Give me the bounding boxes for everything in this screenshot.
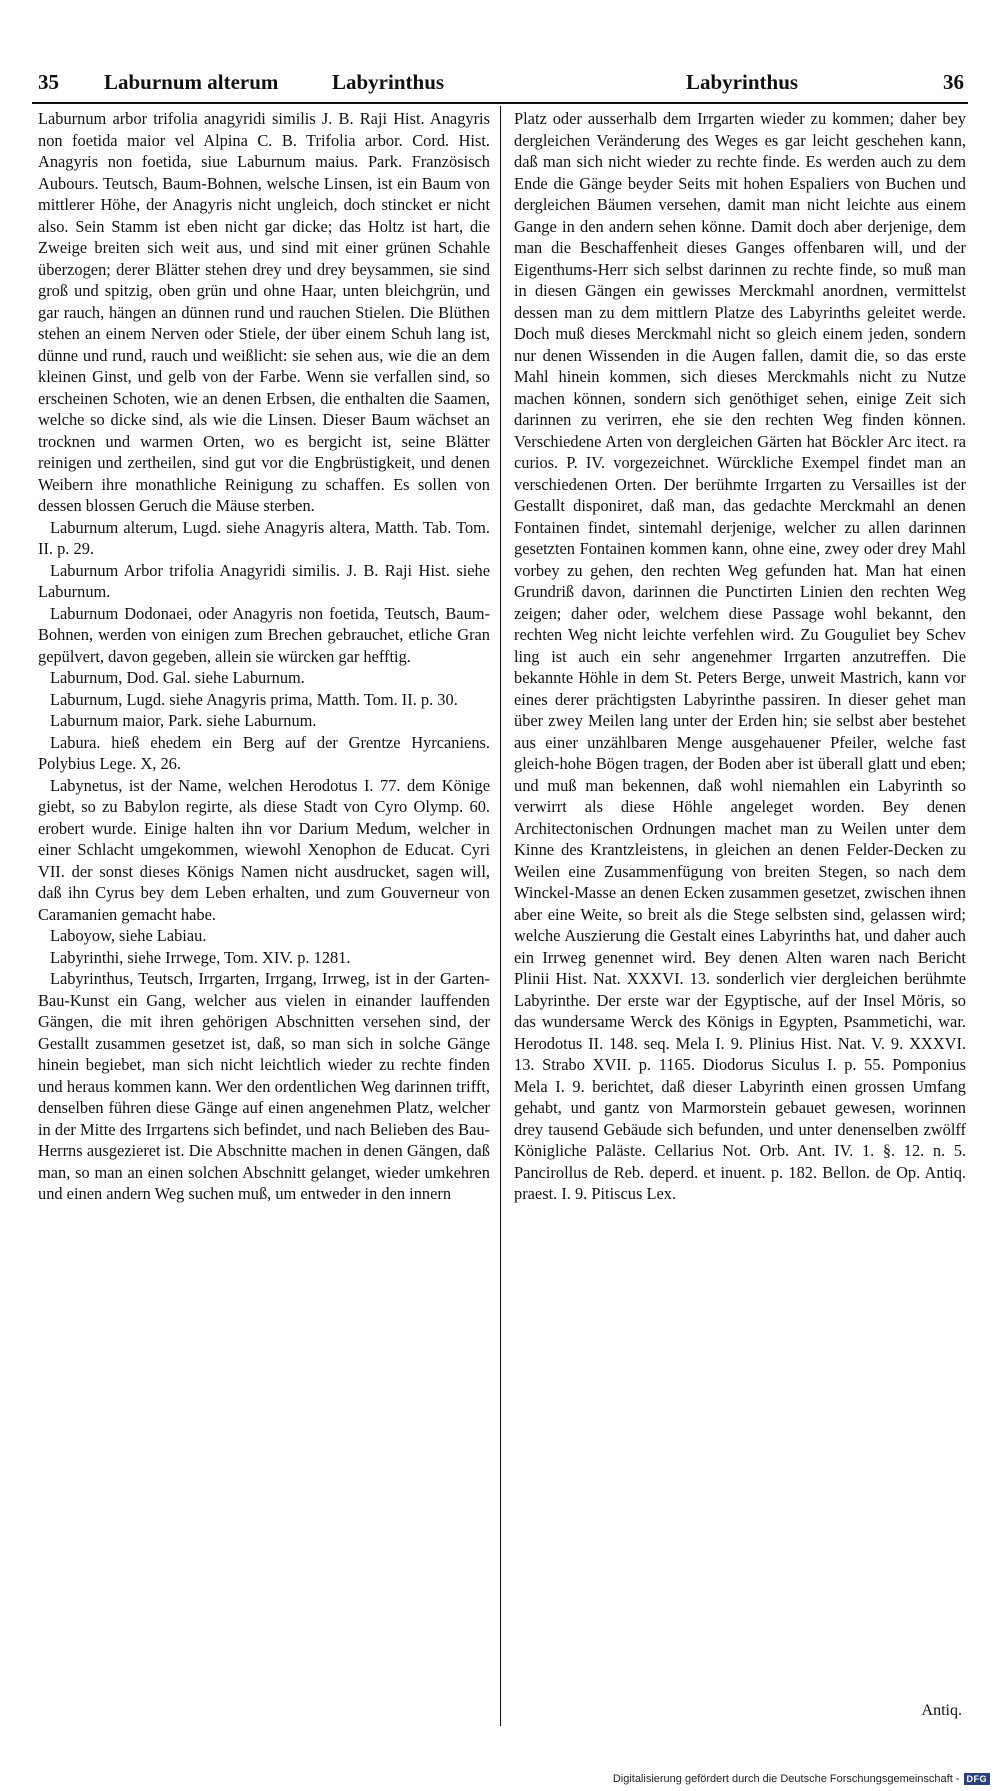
paragraph: Laburnum arbor trifolia anagyridi similis J. B. Raji Hist. Anagyris non foetida maior vel Alpina C. B. Trifolia arbor. Cord. Hist. Anagyris non foetida, siue Laburnum maius. Park. Französisch Aubours. Teutsch, Baum-Bohnen, welsche Linsen, ist ein Baum von mittlerer Höhe, der Anagyris nicht ungleich, doch stincket er nicht also. Sein Stamm ist eben nicht gar dicke; das Holtz ist hart, die Zweige breiten sich weit aus, und sind mit einer grünen Schahle überzogen; derer Blätter stehen drey und drey beysammen, sie sind groß und spitzig, oben grün und ohne Haar, unten bleichgrün, und gar rauch, hängen an dünnen rund und rauchen Stielen. Die Blüthen stehen an einem Nerven oder Stiele, der über einem Schuh lang ist, dünne und rund, rauch und weißlicht: sie sehen aus, wie die an dem kleinen Ginst, und gelb von der Farbe. Wenn sie verfallen sind, so erscheinen Schoten, wie an denen Erbsen, die enthalten die Saamen, welche so dicke sind, als wie die Linsen. Dieser Baum wächset an trocknen und warmen Orten, wo es bergicht ist, seine Blätter reinigen und zertheilen, sind gut vor die Engbrüstigkeit, und denen Weibern ihre monathliche Reinigung zu schaffen. Es sollen von dessen blossen Geruch die Mäuse sterben. — [38, 109, 490, 515]
left-column-number: 35 — [38, 70, 59, 94]
paragraph: Labura. hieß ehedem ein Berg auf der Grentze Hyrcaniens. Polybius Lege. X, 26. — [38, 732, 490, 773]
paragraph: Laburnum Dodonaei, oder Anagyris non foetida, Teutsch, Baum-Bohnen, werden von einigen zum Brechen gebrauchet, etliche Gran gepülvert, davon gegeben, allein sie würcken gar hefftig. — [38, 603, 490, 666]
paragraph: Laburnum alterum, Lugd. siehe Anagyris altera, Matth. Tab. Tom. II. p. 29. — [38, 517, 490, 558]
paragraph: Laburnum Arbor trifolia Anagyridi similis. J. B. Raji Hist. siehe Laburnum. — [38, 560, 490, 601]
footer-credit: Digitalisierung gefördert durch die Deutsche Forschungsgemeinschaft - — [612, 1773, 960, 1785]
right-keyword: Labyrinthus — [686, 70, 799, 94]
running-header — [32, 62, 968, 104]
paragraph: Labyrinthus, Teutsch, Irrgarten, Irrgang, Irrweg, ist in der Garten-Bau-Kunst ein Gang, welcher aus vielen in einander lauffenden Gängen, die mit ihren gehörigen Abschnitten versehen sind, der Gestallt zusammen gesetzet ist, daß, so man sich in solche Gänge hinein begiebet, man sich nicht leichtlich wieder zu rechte finden und heraus kommen kann. Wer den ordentlichen Weg darinnen trifft, denselben führen diese Gänge auf einen angenehmen Platz, welcher in der Mitte des Irrgartens sich befindet, und nach Belieben des Bau-Herrns ausgezieret ist. Die Abschnitte machen in denen Gängen, daß man, so man an einen solchen Abschnitt gelanget, wieder umkehren und einen andern Weg suchen muß, um entweder in den innern — [38, 969, 490, 1203]
right-column-number: 36 — [943, 70, 964, 94]
right-text-column — [514, 108, 966, 1708]
digitization-footer — [613, 1773, 990, 1785]
left-keyword-second: Labyrinthus — [332, 70, 445, 94]
left-keyword-first: Laburnum alterum — [104, 70, 279, 94]
paragraph: Platz oder ausserhalb dem Irrgarten wieder zu kommen; daher bey dergleichen Veränderung des Weges es gar leicht geschehen kann, daß man sich nicht wieder zu rechte finde. Es werden auch zu dem Ende die Gänge beyder Seits mit hohen Espaliers von Buchen und dergleichen Bäumen versehen, damit man nicht leichte aus einem Gange in den andern sehen könne. Damit doch aber derjenige, dem man die Beschaffenheit dieses Ganges offenbaren will, und der Eigenthums-Herr sich selbst darinnen zu rechte finde, so muß man in diesen Gängen ein gewisses Merckmahl anordnen, vermittelst dessen man zu dem mittlern Platze des Labyrinths geleitet werde. Doch muß dieses Merckmahl nicht so gleich einem jeden, sondern nur denen Wissenden in die Augen fallen, damit die, so das erste Mahl hinein kommen, sich dieses Merckmahls nicht zu Nutze machen können, sondern sich genöthiget sehen, einige Zeit sich darinnen zu verirren, ehe sie den rechten Weg finden können. Verschiedene Arten von dergleichen Gärten hat Böckler Arc itect. ra curios. P. IV. vorgezeichnet. Würckliche Exempel findet man an verschiedenen Orten. Der berühmte Irrgarten zu Versailles ist der Gestallt disponiret, daß man, das gedachte Merckmahl an denen Fontainen findet, sintemahl derjenige, welcher zu allen darinnen gesetzten Fontainen kommen kann, ohne eine, zwey oder drey Mahl vorbey zu gehen, den rechten Weg gefunden hat. Man hat einen Grundriß davon, darinnen die Punctirten Linien den rechten Weg zeigen; daher oder, welchem diese Passage wohl bekannt, den rechten Weg nicht leichte verfehlen wird. Zu Gouguliet bey Schev ling ist auch ein sehr angenehmer Irrgarten anzutreffen. Die bekannte Höhle in dem St. Peters Berge, unweit Mastrich, kann vor eines derer prächtigsten Labyrinthe passiren. In dieser gehet man über zwey Meilen lang unter der Erden hin; sie selbst aber bestehet aus einer unzählbaren Menge ausgehauener Pfeiler, welche fast gleich-hohe Bögen tragen, der Boden aber ist überall glatt und eben; und muß man bekennen, daß wohl niemahlen ein Labyrinth so verwirrt als diese Höhle angeleget worden. Bey denen Architectonischen Ordnungen machet man zu Weilen unter dem Kinne des Krantzleistens, in gleichen an denen Felder-Decken zu Weilen eine Zusammenfügung von breiten Stegen, so nach dem Winckel-Masse an denen Ecken zusammen gesetzet, zwischen ihnen aber eine Weite, so breit als die Stege selbsten sind, gelassen wird; welche Auszierung die Gestalt eines Labyrinths hat, und daher auch ein Irrweg genennet wird. Bey denen Alten waren nach Bericht Plinii Hist. Nat. XXXVI. 13. sonderlich vier dergleichen berühmte Labyrinthe. Der erste war der Egyptische, auf der Insel Möris, so das wundersame Werck des Königs in Egypten, Psammetichi, war. Herodotus II. 148. seq. Mela I. 9. Plinius Hist. Nat. V. 9. XXXVI. 13. Strabo XVII. p. 1165. Diodorus Siculus I. p. 55. Pomponius Mela I. 9. berichtet, daß dieser Labyrinth einen grossen Umfang gehabt, und gantz von Marmorstein gebauet gewesen, worinnen drey tausend Gebäude sich befunden, und unter denenselben zwölff Königliche Paläste. Cellarius Not. Orb. Ant. IV. 1. §. 12. n. 5. Pancirollus de Reb. deperd. et inuent. p. 182. Bellon. de Op. Antiq. praest. I. 9. Pitiscus Lex. — [514, 109, 966, 1203]
paragraph: Laburnum, Lugd. siehe Anagyris prima, Matth. Tom. II. p. 30. — [50, 689, 458, 709]
paragraph: Laboyow, siehe Labiau. — [50, 926, 207, 945]
paragraph: Laburnum, Dod. Gal. siehe Laburnum. — [50, 668, 305, 687]
header-rule — [32, 102, 968, 104]
catchword: Antiq. — [921, 1702, 962, 1719]
left-text-column — [38, 108, 490, 1708]
document-page — [32, 62, 968, 1717]
paragraph: Labyrinthi, siehe Irrwege, Tom. XIV. p. 1281. — [50, 947, 351, 967]
paragraph: Labynetus, ist der Name, welchen Herodotus I. 77. dem Könige giebt, so zu Babylon regirte, als diese Stadt von Cyro Olymp. 60. erobert wurde. Einige halten ihn vor Darium Medum, welcher in einer Schlacht umgekommen, wiewohl Xenophon de Educat. Cyri VII. der sonst dieses Königs Namen nicht ausdrucket, sagen will, daß ihn Cyrus bey dem Leben erhalten, und zum Gouverneur von Caramanien gemacht habe. — [38, 775, 490, 924]
column-divider — [500, 106, 501, 1726]
paragraph: Laburnum maior, Park. siehe Laburnum. — [50, 711, 317, 730]
dfg-logo: DFG — [964, 1773, 991, 1785]
